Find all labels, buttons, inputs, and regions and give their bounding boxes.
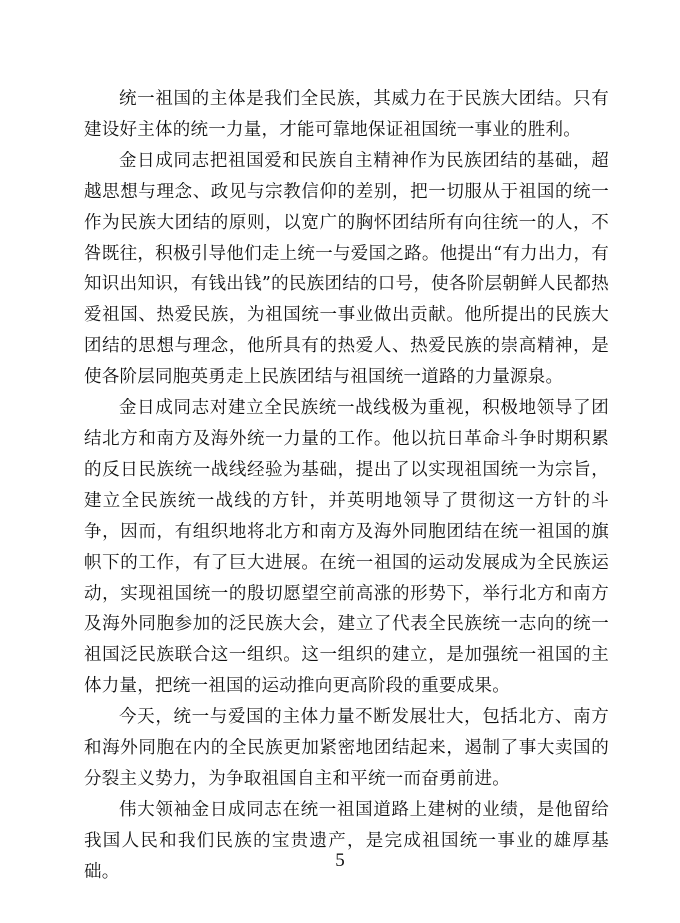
- paragraph-4: 今天，统一与爱国的主体力量不断发展壮大，包括北方、南方和海外同胞在内的全民族更加紧密地团结起来，遏制了事大卖国的分裂主义势力，为争取祖国自主和平统一而奋勇前进。: [84, 707, 609, 789]
- page-number: 5: [335, 850, 345, 871]
- paragraph-5: 伟大领袖金日成同志在统一祖国道路上建树的业绩，是他留给我国人民和我们民族的宝贵遗产，是完成祖国统一事业的雄厚基础。: [84, 799, 609, 882]
- paragraph-3: 金日成同志对建立全民族统一战线极为重视，积极地领导了团结北方和南方及海外统一力量的工作。他以抗日革命斗争时期积累的反日民族统一战线经验为基础，提出了以实现祖国统一为宗旨，建立全民族统一战线的方针，并英明地领导了贯彻这一方针的斗争，因而，有组织地将北方和南方及海外同胞团结在统一祖国的旗帜下的工作，有了巨大进展。在统一祖国的运动发展成为全民族运动，实现祖国统一的殷切愿望空前高涨的形势下，举行北方和南方及海外同胞参加的泛民族大会，建立了代表全民族统一志向的统一祖国泛民族联合这一组织。这一组织的建立，是加强统一祖国的主体力量，把统一祖国的运动推向更高阶段的重要成果。: [84, 398, 609, 697]
- paragraph-2: 金日成同志把祖国爱和民族自主精神作为民族团结的基础，超越思想与理念、政见与宗教信仰的差别，把一切服从于祖国的统一作为民族大团结的原则，以宽广的胸怀团结所有向往统一的人，不咎既往，积极引导他们走上统一与爱国之路。他提出“有力出力，有知识出知识，有钱出钱”的民族团结的口号，使各阶层朝鲜人民都热爱祖国、热爱民族，为祖国统一事业做出贡献。他所提出的民族大团结的思想与理念，他所具有的热爱人、热爱民族的崇高精神，是使各阶层同胞英勇走上民族团结与祖国统一道路的力量源泉。: [84, 150, 609, 388]
- body-text: [84, 84, 609, 888]
- paragraph-1: 统一祖国的主体是我们全民族，其威力在于民族大团结。只有建设好主体的统一力量，才能可靠地保证祖国统一事业的胜利。: [84, 89, 609, 140]
